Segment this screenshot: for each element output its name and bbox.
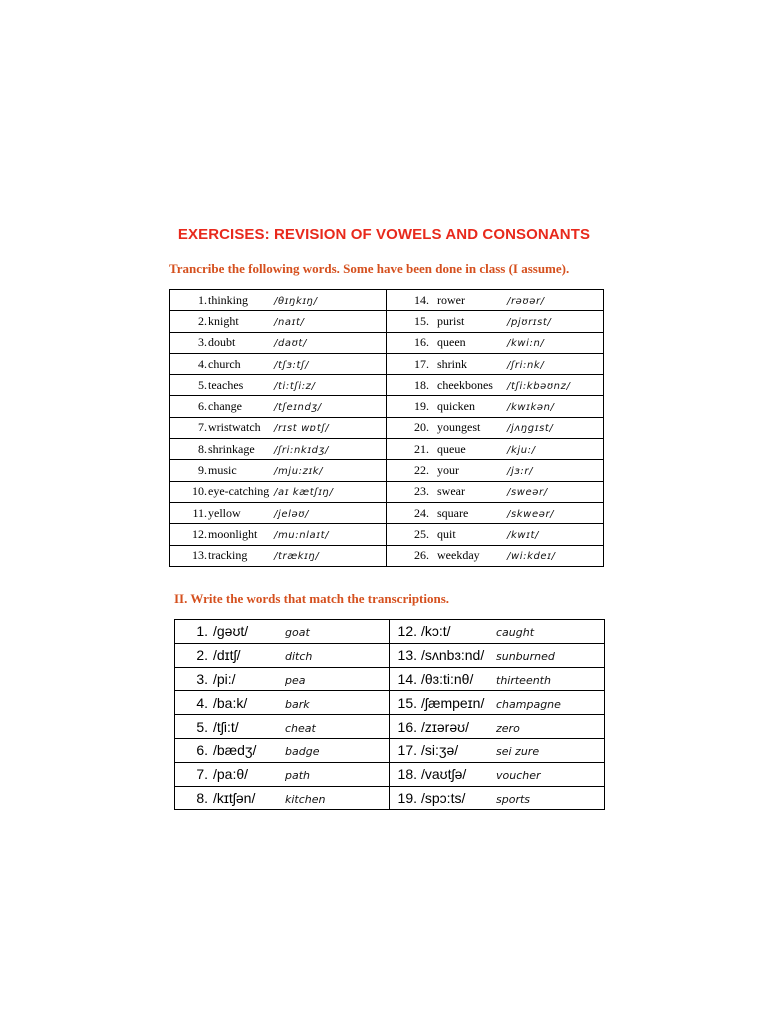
item-word: quicken	[437, 399, 475, 414]
item-word: queue	[437, 441, 466, 456]
table-row	[175, 691, 605, 715]
handwritten-word: kitchen	[285, 792, 326, 806]
table-cell	[170, 481, 387, 502]
item-number: 21.	[414, 441, 429, 456]
handwritten-transcription: /jeləʊ/	[274, 508, 309, 520]
table-cell	[170, 439, 387, 460]
item-number: 12.	[397, 623, 417, 640]
table-cell	[387, 502, 604, 523]
handwritten-transcription: /trækɪŋ/	[274, 551, 320, 563]
item-word: doubt	[208, 335, 236, 350]
table-cell	[387, 545, 604, 566]
item-number: 10.	[192, 484, 207, 499]
item-transcription: /ba:k/	[213, 694, 248, 711]
table-row	[170, 396, 604, 417]
table-row	[170, 524, 604, 545]
item-number: 26.	[414, 548, 429, 563]
item-word: music	[208, 463, 237, 478]
item-word: yellow	[208, 505, 241, 520]
item-number: 5.	[198, 377, 207, 392]
table-row	[170, 353, 604, 374]
item-word: thinking	[208, 292, 249, 307]
item-word: swear	[437, 484, 465, 499]
handwritten-word: sunburned	[496, 650, 555, 664]
handwritten-word: caught	[496, 626, 535, 640]
table-row	[175, 620, 605, 644]
handwritten-word: goat	[285, 626, 310, 640]
table-cell	[387, 396, 604, 417]
table-row	[170, 460, 604, 481]
item-number: 19.	[414, 399, 429, 414]
handwritten-transcription: /ti:tʃi:z/	[274, 380, 316, 392]
item-number: 1.	[196, 623, 208, 640]
item-number: 7.	[198, 420, 207, 435]
table-cell	[175, 643, 390, 667]
item-number: 13.	[397, 647, 417, 664]
item-number: 2.	[196, 647, 208, 664]
item-word: shrinkage	[208, 441, 255, 456]
item-word: rower	[437, 292, 465, 307]
table-row	[170, 439, 604, 460]
table-row	[175, 738, 605, 762]
handwritten-transcription: /skweər/	[507, 508, 555, 520]
handwritten-transcription: /kwi:n/	[507, 338, 545, 350]
handwritten-transcription: /kju:/	[507, 444, 536, 456]
item-number: 18.	[397, 766, 417, 783]
item-word: your	[437, 463, 459, 478]
item-number: 17.	[397, 742, 417, 759]
table-cell	[175, 738, 390, 762]
table-cell	[387, 439, 604, 460]
table-cell	[387, 290, 604, 311]
handwritten-word: badge	[285, 745, 320, 759]
item-number: 19.	[397, 789, 417, 806]
item-word: shrink	[437, 356, 467, 371]
item-word: change	[208, 399, 242, 414]
handwritten-word: sports	[496, 792, 531, 806]
handwritten-transcription: /jʌŋgɪst/	[507, 423, 554, 435]
item-word: queen	[437, 335, 466, 350]
item-transcription: /kɔ:t/	[421, 623, 451, 640]
item-word: square	[437, 505, 469, 520]
item-number: 17.	[414, 356, 429, 371]
item-number: 25.	[414, 526, 429, 541]
table-cell	[170, 502, 387, 523]
table-row	[170, 545, 604, 566]
table-row	[170, 375, 604, 396]
handwritten-transcription: /pjʊrɪst/	[507, 316, 552, 328]
item-number: 2.	[198, 313, 207, 328]
handwritten-transcription: /naɪt/	[274, 316, 305, 328]
table-cell	[387, 524, 604, 545]
item-word: tracking	[208, 548, 248, 563]
item-number: 6.	[198, 399, 207, 414]
item-number: 20.	[414, 420, 429, 435]
item-number: 1.	[198, 292, 207, 307]
item-word: youngest	[437, 420, 481, 435]
item-number: 22.	[414, 463, 429, 478]
handwritten-word: zero	[496, 721, 520, 735]
instruction-transcribe: Trancribe the following words. Some have been done in class (I assume).	[169, 261, 570, 276]
item-number: 18.	[414, 377, 429, 392]
item-transcription: /sʌnbɜ:nd/	[421, 647, 485, 664]
item-number: 7.	[196, 766, 208, 783]
handwritten-transcription: /ʃri:nkɪdʒ/	[274, 444, 329, 456]
table-row	[170, 417, 604, 438]
handwritten-transcription: /aɪ kætʃɪŋ/	[274, 487, 334, 499]
table-row	[170, 290, 604, 311]
item-transcription: /vaʊtʃə/	[421, 766, 467, 783]
handwritten-word: cheat	[285, 721, 316, 735]
table-cell	[390, 667, 605, 691]
item-transcription: /dɪtʃ/	[213, 647, 241, 664]
item-transcription: /kɪtʃən/	[213, 789, 256, 806]
item-transcription: /bædʒ/	[213, 742, 257, 759]
handwritten-transcription: /mju:zɪk/	[274, 466, 324, 478]
handwritten-word: path	[285, 769, 311, 783]
table-cell	[170, 417, 387, 438]
handwritten-transcription: /kwɪkən/	[507, 402, 555, 414]
table-cell	[390, 738, 605, 762]
item-transcription: /ʃæmpeɪn/	[421, 694, 485, 711]
table-cell	[170, 460, 387, 481]
item-number: 4.	[196, 694, 208, 711]
handwritten-transcription: /rɪst wɒtʃ/	[274, 423, 330, 435]
table-cell	[387, 353, 604, 374]
table-cell	[390, 786, 605, 810]
table-cell	[387, 375, 604, 396]
table-cell	[175, 715, 390, 739]
table-row	[175, 762, 605, 786]
table-cell	[170, 524, 387, 545]
table-row	[175, 643, 605, 667]
page-title: EXERCISES: REVISION OF VOWELS AND CONSONANTS	[177, 226, 591, 243]
item-transcription: /zɪərəʊ/	[421, 718, 469, 735]
item-number: 15.	[414, 313, 429, 328]
handwritten-word: thirteenth	[496, 673, 551, 687]
item-number: 24.	[414, 505, 429, 520]
item-transcription: /spɔ:ts/	[421, 789, 466, 806]
item-number: 6.	[196, 742, 208, 759]
item-number: 3.	[198, 335, 207, 350]
item-number: 23.	[414, 484, 429, 499]
table-cell	[390, 620, 605, 644]
word-match-table	[174, 619, 605, 810]
table-cell	[175, 762, 390, 786]
item-transcription: /tʃi:t/	[213, 718, 239, 735]
table-cell	[387, 460, 604, 481]
table-cell	[390, 643, 605, 667]
handwritten-transcription: /tʃɜ:tʃ/	[274, 359, 309, 371]
table-cell	[170, 375, 387, 396]
handwritten-transcription: /tʃeɪndʒ/	[274, 402, 322, 414]
item-transcription: /pa:θ/	[213, 766, 249, 783]
table-cell	[390, 762, 605, 786]
table-row	[170, 332, 604, 353]
table-cell	[390, 691, 605, 715]
handwritten-word: ditch	[285, 650, 313, 664]
table-cell	[175, 620, 390, 644]
item-number: 14.	[414, 292, 429, 307]
handwritten-transcription: /wi:kdeɪ/	[507, 551, 556, 563]
handwritten-transcription: /mu:nlaɪt/	[274, 529, 330, 541]
item-transcription: /si:ʒə/	[421, 742, 459, 759]
table-cell	[175, 691, 390, 715]
item-word: church	[208, 356, 241, 371]
table-row	[170, 311, 604, 332]
table-row	[170, 481, 604, 502]
item-word: knight	[208, 313, 239, 328]
handwritten-transcription: /θɪŋkɪŋ/	[274, 295, 318, 307]
handwritten-transcription: /rəʊər/	[507, 295, 545, 307]
item-number: 9.	[198, 463, 207, 478]
item-transcription: /θɜ:ti:nθ/	[421, 670, 474, 687]
table-cell	[170, 396, 387, 417]
table-cell	[170, 353, 387, 374]
item-number: 3.	[196, 670, 208, 687]
handwritten-word: champagne	[496, 697, 561, 711]
table-cell	[170, 290, 387, 311]
item-number: 8.	[198, 441, 207, 456]
table-cell	[170, 332, 387, 353]
item-number: 15.	[397, 694, 417, 711]
item-word: quit	[437, 526, 456, 541]
item-number: 13.	[192, 548, 207, 563]
handwritten-word: pea	[285, 673, 306, 687]
table-cell	[387, 311, 604, 332]
item-number: 16.	[397, 718, 417, 735]
handwritten-word: sei zure	[496, 745, 540, 759]
table-row	[175, 786, 605, 810]
item-number: 14.	[397, 670, 417, 687]
item-word: cheekbones	[437, 377, 493, 392]
table-cell	[170, 545, 387, 566]
table-cell	[170, 311, 387, 332]
handwritten-transcription: /daʊt/	[274, 338, 307, 350]
table-cell	[387, 332, 604, 353]
transcription-table	[169, 289, 604, 567]
instruction-write-words: II. Write the words that match the transcriptions.	[174, 591, 450, 606]
item-word: teaches	[208, 377, 244, 392]
item-word: purist	[437, 313, 465, 328]
handwritten-transcription: /kwɪt/	[507, 529, 539, 541]
table-row	[175, 667, 605, 691]
table-cell	[390, 715, 605, 739]
item-number: 8.	[196, 789, 208, 806]
table-row	[170, 502, 604, 523]
item-number: 16.	[414, 335, 429, 350]
item-number: 4.	[198, 356, 207, 371]
item-number: 11.	[192, 505, 207, 520]
handwritten-word: voucher	[496, 769, 541, 783]
item-transcription: /pi:/	[213, 670, 236, 687]
item-word: weekday	[437, 548, 480, 563]
table-cell	[387, 481, 604, 502]
item-transcription: /gəʊt/	[213, 623, 249, 640]
item-number: 5.	[196, 718, 208, 735]
handwritten-transcription: /tʃi:kbəʊnz/	[507, 380, 571, 392]
item-number: 12.	[192, 526, 207, 541]
item-word: wristwatch	[208, 420, 261, 435]
handwritten-transcription: /sweər/	[507, 487, 548, 499]
handwritten-transcription: /ʃri:nk/	[507, 359, 545, 371]
handwritten-word: bark	[285, 697, 310, 711]
table-cell	[387, 417, 604, 438]
handwritten-transcription: /jɜ:r/	[507, 466, 534, 478]
table-cell	[175, 667, 390, 691]
item-word: eye-catching	[208, 484, 270, 499]
table-row	[175, 715, 605, 739]
table-cell	[175, 786, 390, 810]
item-word: moonlight	[208, 526, 258, 541]
